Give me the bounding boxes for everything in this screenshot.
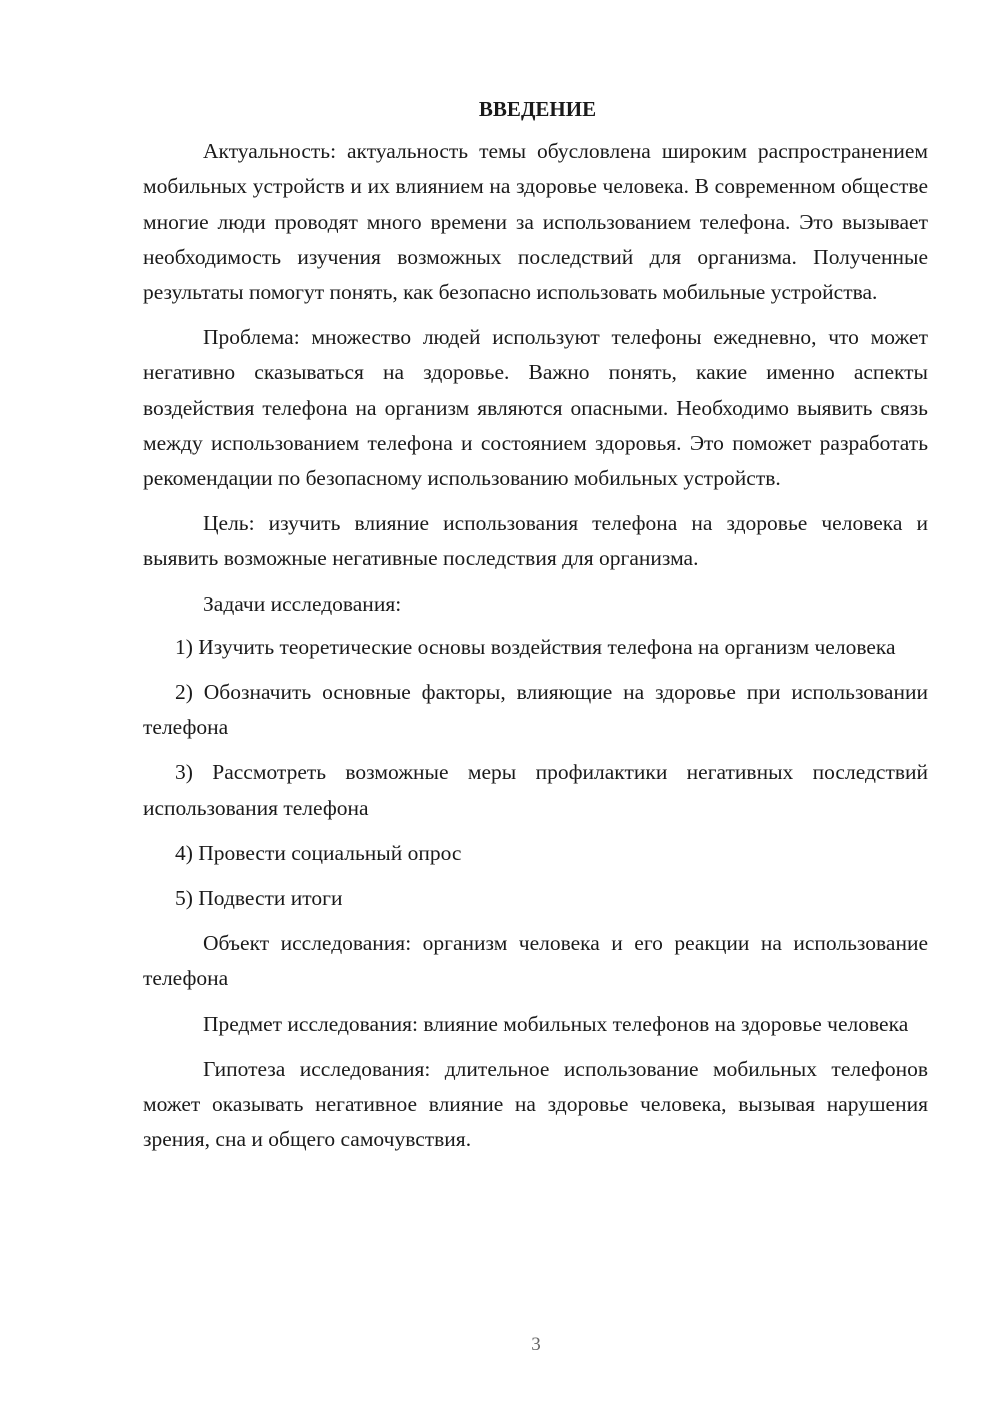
task-item-4: 4) Провести социальный опрос (175, 840, 462, 865)
document-page (143, 92, 928, 1167)
task-item-1: 1) Изучить теоретические основы воздействия телефона на организм человека (175, 634, 896, 659)
task-item-2: 2) Обозначить основные факторы, влияющие на здоровье при использовании телефона (143, 680, 928, 740)
paragraph-goal: Цель: изучить влияние использования телефона на здоровье человека и выявить возможные негативные последствия для организма. (143, 511, 928, 571)
document-title: ВВЕДЕНИЕ (478, 97, 597, 121)
paragraph-object: Объект исследования: организм человека и его реакции на использование телефона (143, 931, 928, 991)
paragraph-hypothesis: Гипотеза исследования: длительное использование мобильных телефонов может оказывать негативное влияние на здоровье человека, вызывая нарушения зрения, сна и общего самочувствия. (143, 1056, 928, 1152)
paragraph-relevance: Актуальность: актуальность темы обусловлена широким распространением мобильных устройств и их влиянием на здоровье человека. В современном обществе многие люди проводят много времени за использованием телефона. Это вызывает необходимость изучения возможных последствий для организма. Полученные результаты помогут понять, как безопасно использовать мобильные устройства. (143, 139, 928, 305)
page-number: 3 (531, 1334, 541, 1355)
tasks-heading: Задачи исследования: (203, 591, 402, 616)
paragraph-problem: Проблема: множество людей используют телефоны ежедневно, что может негативно сказываться на здоровье. Важно понять, какие именно аспекты воздействия телефона на организм являются опасными. Необходимо выявить связь между использованием телефона и состоянием здоровья. Это поможет разработать рекомендации по безопасному использованию мобильных устройств. (143, 325, 928, 491)
paragraph-subject: Предмет исследования: влияние мобильных телефонов на здоровье человека (203, 1011, 909, 1036)
task-item-3: 3) Рассмотреть возможные меры профилактики негативных последствий использования телефона (143, 760, 928, 820)
task-item-5: 5) Подвести итоги (175, 886, 343, 911)
